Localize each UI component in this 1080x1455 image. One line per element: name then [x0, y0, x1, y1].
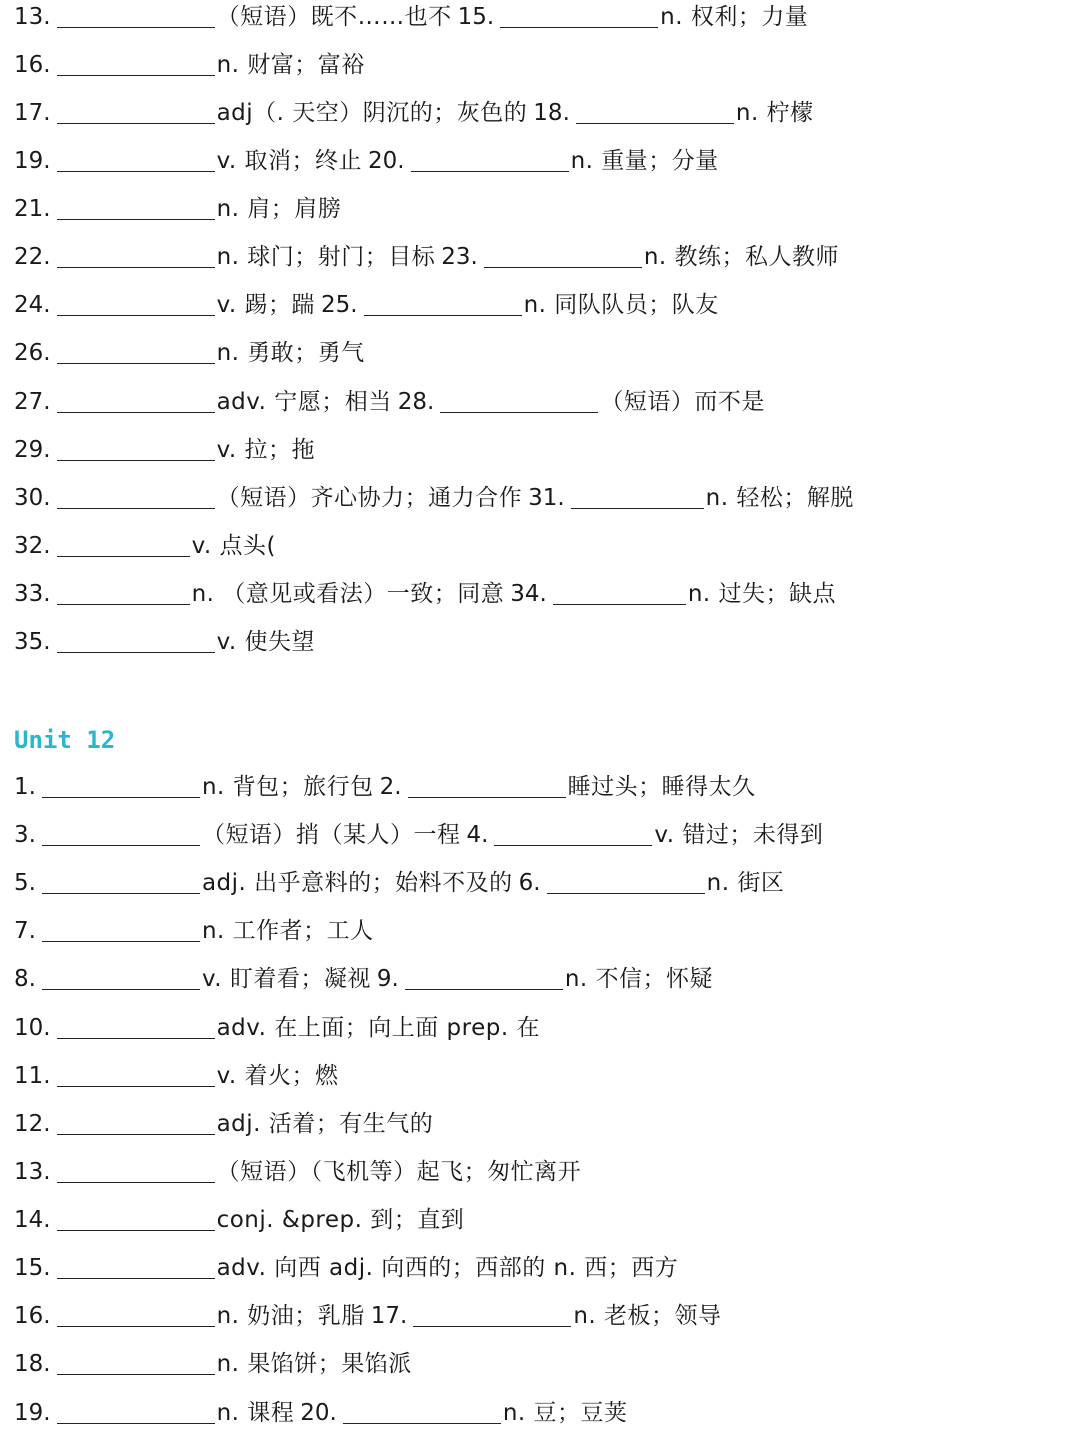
item-number: 34.	[510, 581, 547, 607]
vocab-line	[14, 767, 756, 807]
vocab-line	[14, 1008, 540, 1048]
answer-blank[interactable]	[553, 604, 686, 605]
answer-blank[interactable]	[484, 267, 642, 268]
vocab-item	[14, 430, 315, 470]
item-definition: （短语）而不是	[600, 389, 765, 415]
vocab-line	[14, 574, 836, 614]
answer-blank[interactable]	[57, 75, 215, 76]
item-definition: v. 错过；未得到	[654, 822, 824, 848]
item-definition: n. 球门；射门；目标	[216, 244, 436, 270]
item-definition: v. 着火；燃	[216, 1063, 339, 1089]
item-definition: n. 奶油；乳脂	[216, 1303, 365, 1329]
item-definition: v. 盯着看；凝视	[201, 966, 371, 992]
item-number: 18.	[14, 1351, 51, 1377]
item-number: 8.	[14, 966, 36, 992]
item-number: 10.	[14, 1015, 51, 1041]
item-number: 32.	[14, 533, 51, 559]
item-number: 19.	[14, 148, 51, 174]
vocab-item	[380, 767, 756, 807]
answer-blank[interactable]	[57, 652, 215, 653]
vocab-item	[14, 285, 315, 325]
item-number: 25.	[321, 292, 358, 318]
vocab-item	[14, 1200, 464, 1240]
answer-blank[interactable]	[571, 508, 704, 509]
answer-blank[interactable]	[411, 171, 569, 172]
vocab-item	[533, 93, 813, 133]
answer-blank[interactable]	[57, 315, 215, 316]
answer-blank[interactable]	[57, 27, 215, 28]
item-number: 7.	[14, 918, 36, 944]
item-number: 12.	[14, 1111, 51, 1137]
answer-blank[interactable]	[42, 989, 200, 990]
item-definition: n. （意见或看法）一致；同意	[191, 581, 505, 607]
vocab-item	[14, 767, 374, 807]
vocab-line	[14, 1248, 678, 1288]
answer-blank[interactable]	[57, 267, 215, 268]
vocab-item	[14, 863, 513, 903]
item-number: 16.	[14, 52, 51, 78]
item-number: 21.	[14, 196, 51, 222]
answer-blank[interactable]	[57, 219, 215, 220]
vocab-line	[14, 382, 765, 422]
item-definition: n. 重量；分量	[570, 148, 719, 174]
item-number: 2.	[379, 774, 402, 800]
item-number: 26.	[14, 340, 51, 366]
vocab-item	[14, 815, 460, 855]
item-definition: conj. &prep. 到；直到	[216, 1207, 465, 1233]
answer-blank[interactable]	[440, 412, 598, 413]
vocab-line	[14, 1393, 628, 1433]
item-definition: （短语）齐心协力；通力合作	[216, 485, 523, 511]
item-number: 16.	[14, 1303, 51, 1329]
item-number: 17.	[14, 100, 51, 126]
item-definition: n. 背包；旅行包	[201, 774, 374, 800]
vocab-line	[14, 1104, 433, 1144]
item-definition: adj. 活着；有生气的	[216, 1111, 434, 1137]
answer-blank[interactable]	[57, 1374, 215, 1375]
item-number: 18.	[533, 100, 570, 126]
vocab-item	[14, 478, 522, 518]
item-number: 1.	[14, 774, 36, 800]
vocab-line	[14, 478, 854, 518]
item-number: 17.	[370, 1303, 408, 1329]
answer-blank[interactable]	[42, 845, 200, 846]
item-definition: v. 使失望	[216, 629, 316, 655]
item-definition: adj（. 天空）阴沉的；灰色的	[216, 100, 528, 126]
item-number: 13.	[14, 4, 51, 30]
item-definition: n. 勇敢；勇气	[216, 340, 365, 366]
item-definition: v. 取消；终止	[216, 148, 363, 174]
answer-blank[interactable]	[57, 556, 190, 557]
item-number: 3.	[14, 822, 36, 848]
vocab-line	[14, 237, 839, 277]
answer-blank[interactable]	[57, 1182, 215, 1183]
item-definition: v. 拉；拖	[216, 437, 316, 463]
item-number: 5.	[14, 870, 36, 896]
answer-blank[interactable]	[494, 845, 652, 846]
vocab-line	[14, 863, 784, 903]
item-definition: n. 权利；力量	[660, 4, 809, 30]
answer-blank[interactable]	[57, 171, 215, 172]
vocab-item	[14, 1344, 412, 1384]
vocab-line	[14, 141, 719, 181]
vocab-line	[14, 1200, 464, 1240]
answer-blank[interactable]	[500, 27, 658, 28]
item-definition: n. 财富；富裕	[216, 52, 365, 78]
answer-blank[interactable]	[57, 1423, 215, 1424]
item-number: 27.	[14, 389, 51, 415]
vocab-line	[14, 622, 315, 662]
item-definition: n. 轻松；解脱	[705, 485, 854, 511]
item-definition: v. 踢；踹	[216, 292, 316, 318]
vocab-line	[14, 45, 365, 85]
item-number: 11.	[14, 1063, 51, 1089]
answer-blank[interactable]	[57, 460, 215, 461]
vocab-line	[14, 526, 276, 566]
item-number: 35.	[14, 629, 51, 655]
vocab-item	[371, 1296, 722, 1336]
answer-blank[interactable]	[42, 797, 200, 798]
answer-blank[interactable]	[547, 893, 705, 894]
answer-blank[interactable]	[57, 412, 215, 413]
answer-blank[interactable]	[405, 989, 563, 990]
item-definition: v. 点头(	[191, 533, 276, 559]
vocab-line	[14, 959, 713, 999]
vocab-item	[14, 959, 371, 999]
item-number: 4.	[466, 822, 489, 848]
answer-blank[interactable]	[57, 604, 190, 605]
answer-blank[interactable]	[57, 1038, 215, 1039]
vocab-item	[14, 382, 392, 422]
answer-blank[interactable]	[57, 1086, 215, 1087]
vocab-item	[14, 1008, 540, 1048]
item-number: 23.	[441, 244, 478, 270]
answer-blank[interactable]	[57, 508, 215, 509]
item-definition: n. 肩；肩膀	[216, 196, 342, 222]
item-definition: n. 工作者；工人	[201, 918, 374, 944]
vocab-line	[14, 430, 315, 470]
vocab-line	[14, 1056, 339, 1096]
vocab-line	[14, 1152, 581, 1192]
answer-blank[interactable]	[57, 1278, 215, 1279]
item-number: 30.	[14, 485, 51, 511]
answer-blank[interactable]	[408, 797, 566, 798]
vocab-line	[14, 911, 374, 951]
item-number: 22.	[14, 244, 51, 270]
item-definition: n. 柠檬	[735, 100, 814, 126]
item-definition: adv. 宁愿；相当	[216, 389, 392, 415]
vocab-item	[321, 285, 719, 325]
item-definition: n. 同队队员；队友	[523, 292, 719, 318]
item-definition: n. 过失；缺点	[687, 581, 837, 607]
item-definition: n. 街区	[706, 870, 785, 896]
item-definition: adj. 出乎意料的；始料不及的	[201, 870, 513, 896]
vocab-item	[14, 1393, 294, 1433]
item-definition: （短语）（飞机等）起飞；匆忙离开	[216, 1159, 582, 1185]
item-definition: adv. 向西 adj. 向西的；西部的 n. 西；西方	[216, 1255, 679, 1281]
item-number: 20.	[300, 1400, 337, 1426]
vocab-line	[14, 1296, 722, 1336]
vocab-line	[14, 333, 365, 373]
vocab-item	[377, 959, 713, 999]
item-definition: n. 教练；私人教师	[643, 244, 840, 270]
answer-blank[interactable]	[57, 123, 215, 124]
vocab-item	[398, 382, 765, 422]
item-number: 15.	[14, 1255, 51, 1281]
item-number: 9.	[376, 966, 399, 992]
answer-blank[interactable]	[413, 1326, 571, 1327]
answer-blank[interactable]	[343, 1423, 501, 1424]
vocab-item	[519, 863, 785, 903]
vocab-item	[14, 141, 362, 181]
vocab-item	[14, 45, 365, 85]
item-definition: （短语）既不……也不	[216, 4, 452, 30]
answer-blank[interactable]	[57, 1134, 215, 1135]
vocab-item	[14, 911, 374, 951]
item-definition: adv. 在上面；向上面 prep. 在	[216, 1015, 540, 1041]
item-definition: n. 豆；豆荚	[502, 1400, 628, 1426]
vocab-item	[458, 0, 809, 37]
vocab-item	[14, 1248, 678, 1288]
vocab-line	[14, 189, 341, 229]
vocab-line	[14, 0, 808, 37]
item-definition: n. 课程	[216, 1400, 295, 1426]
vocab-item	[14, 1104, 433, 1144]
vocab-item	[14, 1296, 365, 1336]
vocab-line	[14, 285, 719, 325]
answer-blank[interactable]	[57, 1230, 215, 1231]
vocab-item	[14, 189, 341, 229]
item-definition: （短语）捎（某人）一程	[201, 822, 461, 848]
answer-blank[interactable]	[42, 941, 200, 942]
item-number: 31.	[528, 485, 565, 511]
vocab-item	[528, 478, 854, 518]
item-number: 28.	[397, 389, 435, 415]
vocab-item	[14, 574, 504, 614]
answer-blank[interactable]	[364, 315, 522, 316]
vocab-line	[14, 93, 814, 133]
vocab-item	[14, 237, 435, 277]
item-number: 13.	[14, 1159, 51, 1185]
item-number: 14.	[14, 1207, 51, 1233]
item-number: 19.	[14, 1400, 51, 1426]
vocab-item	[14, 622, 315, 662]
item-definition: 睡过头；睡得太久	[567, 774, 756, 800]
item-number: 24.	[14, 292, 51, 318]
vocab-line	[14, 815, 823, 855]
vocab-item	[441, 237, 839, 277]
vocab-item	[14, 526, 276, 566]
answer-blank[interactable]	[576, 123, 734, 124]
answer-blank[interactable]	[57, 1326, 215, 1327]
item-number: 29.	[14, 437, 51, 463]
item-definition: n. 不信；怀疑	[564, 966, 714, 992]
answer-blank[interactable]	[42, 893, 200, 894]
vocab-item	[14, 93, 527, 133]
vocab-line	[14, 1344, 412, 1384]
item-number: 15.	[457, 4, 495, 30]
item-number: 6.	[518, 870, 541, 896]
vocab-item	[14, 0, 452, 37]
vocab-item	[300, 1393, 627, 1433]
vocab-item	[510, 574, 836, 614]
vocab-item	[14, 333, 365, 373]
item-number: 33.	[14, 581, 51, 607]
unit-heading: Unit 12	[14, 726, 116, 754]
item-definition: n. 果馅饼；果馅派	[216, 1351, 412, 1377]
item-number: 20.	[368, 148, 405, 174]
vocab-item	[14, 1056, 339, 1096]
vocab-item	[368, 141, 719, 181]
item-definition: n. 老板；领导	[573, 1303, 722, 1329]
answer-blank[interactable]	[57, 363, 215, 364]
vocab-item	[466, 815, 823, 855]
vocab-item	[14, 1152, 581, 1192]
